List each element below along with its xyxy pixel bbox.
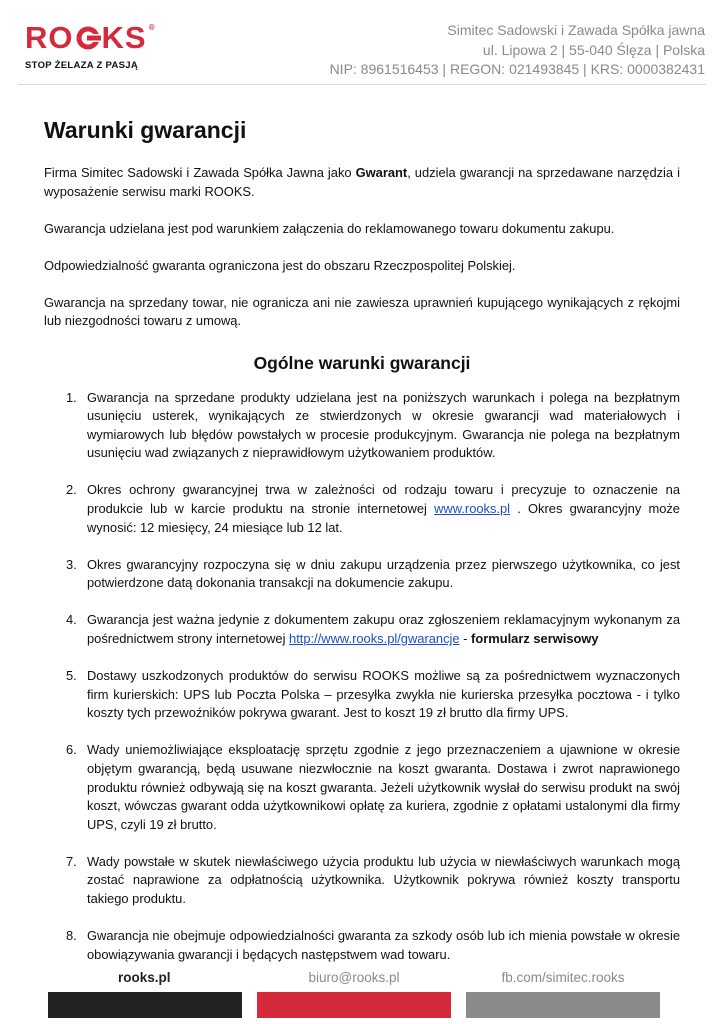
- rooks-logo[interactable]: [25, 20, 156, 71]
- intro-paragraph-3: Odpowiedzialność gwaranta ograniczona jest do obszaru Rzeczpospolitej Polskiej.: [44, 257, 516, 273]
- term-item-3: [44, 556, 680, 593]
- term-number: 7.: [66, 853, 77, 869]
- logo-wordmark: [25, 20, 156, 55]
- intro-paragraph-1: Firma Simitec Sadowski i Zawada Spółka Jawna jako Gwarant, udziela gwarancji na sprzedawane narzędzia i wyposażenie serwisu marki ROOKS.: [44, 165, 680, 199]
- term-text: Okres gwarancyjny rozpoczyna się w dniu zakupu urządzenia przez pierwszego użytkownika, co jest potwierdzone datą dokonania transakcji na dokumencie zakupu.: [87, 556, 680, 591]
- company-info: [330, 21, 705, 80]
- registered-mark: ®: [148, 23, 156, 32]
- term-number: 2.: [66, 482, 77, 498]
- term-number: 8.: [66, 928, 77, 944]
- term-text: Dostawy uszkodzonych produktów do serwisu ROOKS możliwe są za pośrednictwem wyznaczonych firm kurierskich: UPS lub Poczta Polska – przesyłka zwykła nie kurierska przesyłka pocztowa - i tylko koszty tych przewoźników pokrywa gwarant. Jest to koszt 19 zł brutto dla firmy UPS.: [87, 668, 680, 721]
- term-item-6: [44, 741, 680, 834]
- page-header: [0, 0, 724, 84]
- footer-website[interactable]: [48, 968, 242, 1018]
- page-title: Warunki gwarancji: [44, 117, 247, 143]
- header-divider: [18, 84, 706, 85]
- logo-tagline: STOP ŻELAZA Z PASJĄ: [25, 60, 139, 71]
- intro-section: [44, 164, 680, 331]
- term-item-4: 4. Gwarancja jest ważna jedynie z dokumentem zakupu oraz zgłoszeniem reklamacyjnym wykonanym za pośrednictwem strony internetowej http://www.rooks.pl/gwarancje - formularz serwisowy: [66, 612, 680, 646]
- logo-text-ks: KS: [101, 20, 147, 55]
- intro-paragraph-4: Gwarancja na sprzedany towar, nie ogranicza ani nie zawiesza uprawnień kupującego wynikających z rękojmi lub niezgodności towaru z umową.: [44, 294, 680, 329]
- company-registry: NIP: 8961516453 | REGON: 021493845 | KRS: 0000382431: [329, 61, 705, 77]
- term-text: Wady uniemożliwiające eksploatację sprzętu zgodnie z jego przeznaczeniem a ujawnione w okresie objętym gwarancją, będą usuwane niezwłocznie na koszt gwaranta. Dostawa i zwrot naprawionego produktu również odbywają się na koszt gwaranta. Jeżeli użytkownik wysłał do serwisu produkt na swój koszt, wówczas gwarant odda użytkownikowi opłatę za kuriera, zgodnie z opłatami ustalonymi dla firmy UPS, czyli 19 zł brutto.: [87, 742, 680, 832]
- footer-facebook[interactable]: [466, 968, 660, 1018]
- footer-facebook-label: fb.com/simitec.rooks: [501, 970, 625, 985]
- term-item-2: 2. Okres ochrony gwarancyjnej trwa w zależności od rodzaju towaru i precyzuje to oznaczenie na produkcie lub w karcie produktu na stronie internetowej www.rooks.pl . Okres gwarancyjny może wynosić: 12 miesięcy, 24 miesiące lub 12 lat.: [66, 482, 680, 535]
- logo-text-ro: RO: [25, 20, 74, 55]
- company-address: ul. Lipowa 2 | 55-040 Ślęza | Polska: [482, 41, 705, 58]
- guarantor-bold: Gwarant: [355, 165, 408, 180]
- footer-bar-gray: [466, 992, 660, 1018]
- footer-email-label: biuro@rooks.pl: [308, 970, 400, 985]
- term-number: 6.: [66, 742, 77, 758]
- footer-bar-red: [257, 992, 451, 1018]
- footer-email[interactable]: [257, 968, 451, 1018]
- term-item-7: [44, 853, 680, 909]
- footer-website-label: rooks.pl: [118, 970, 171, 985]
- company-name: Simitec Sadowski i Zawada Spółka jawna: [447, 22, 705, 38]
- warranty-page-link[interactable]: http://www.rooks.pl/gwarancje: [289, 631, 460, 646]
- logo-c-emblem-icon: [75, 25, 101, 51]
- rooks-website-link[interactable]: www.rooks.pl: [434, 501, 511, 517]
- term-item-1: [44, 389, 680, 463]
- terms-list: [44, 389, 680, 965]
- term-number: 4.: [66, 612, 77, 628]
- service-form-bold: formularz serwisowy: [471, 631, 599, 646]
- document-body: [44, 113, 680, 983]
- page-footer: [0, 968, 724, 1024]
- term-text: Wady powstałe w skutek niewłaściwego użycia produktu lub użycia w niewłaściwych warunkach mogą zostać naprawione za odpłatnością użytkownika. Użytkownik pokrywa również koszty transportu takiego produktu.: [87, 853, 680, 907]
- footer-bar-black: [48, 992, 242, 1018]
- intro-paragraph-2: Gwarancja udzielana jest pod warunkiem załączenia do reklamowanego towaru dokumentu zakupu.: [44, 220, 615, 236]
- term-number: 1.: [66, 389, 77, 405]
- term-text: Gwarancja na sprzedane produkty udzielana jest na poniższych warunkach i polega na bezpłatnym usunięciu usterek, wynikających ze stwierdzonych w okresie gwarancji wad materiałowych i wymiarowych lub błędów powstałych w procesie produkcyjnym. Gwarancja nie polega na bezpłatnym usunięciu wad związanych z nieprawidłowym użytkowaniem produktów.: [87, 389, 680, 461]
- term-item-5: [44, 667, 680, 723]
- term-text: Gwarancja nie obejmuje odpowiedzialności gwaranta za szkody osób lub ich mienia powstałe w okresie obowiązywania gwarancji i będących następstwem wad towaru.: [87, 928, 680, 962]
- term-number: 5.: [66, 668, 77, 684]
- term-number: 3.: [66, 556, 77, 572]
- term-item-8: [44, 927, 680, 964]
- section-title: Ogólne warunki gwarancji: [253, 352, 471, 373]
